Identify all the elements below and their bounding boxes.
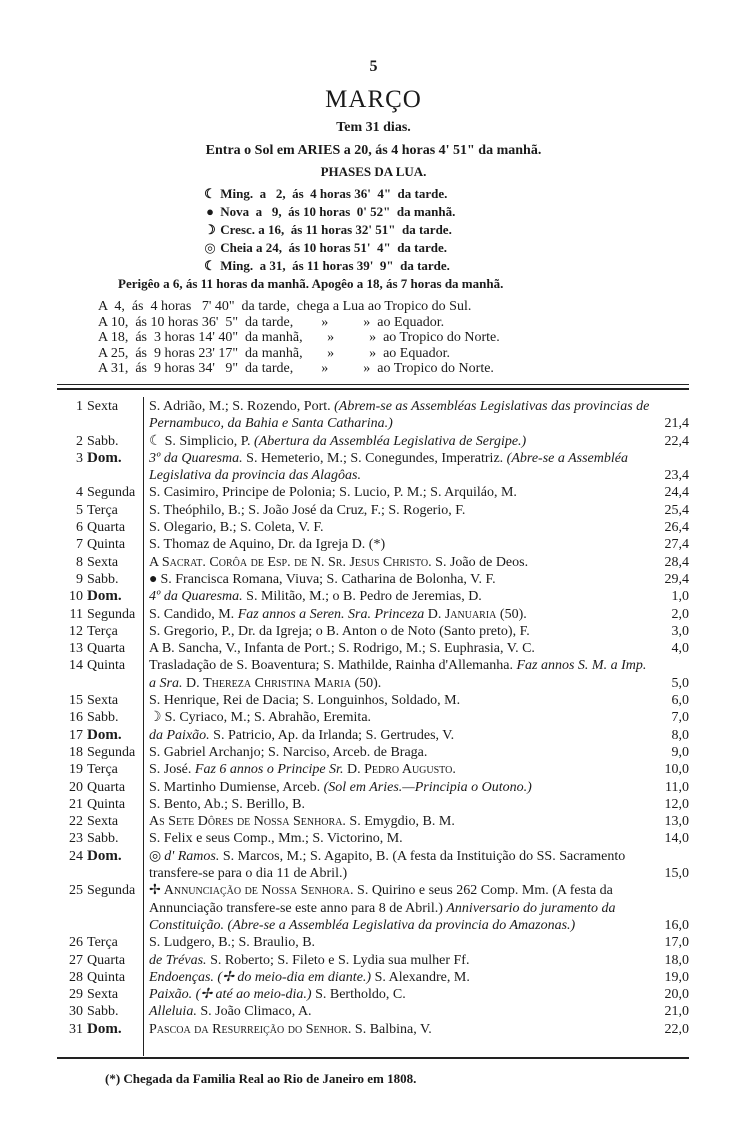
moon-phase-text: Cresc. a 16, ás 11 horas 32' 51" da tarde. [220,222,452,237]
moon-age-value: 4,0 [671,641,689,657]
day-cell [57,727,143,744]
day-number: 25 [69,883,83,899]
moon-age-value: 7,0 [671,710,689,726]
moon-age-value: 17,0 [664,935,689,951]
moon-phase-text: Ming. a 2, ás 4 horas 36' 4" da tarde. [220,186,448,201]
sun-entry: Entra o Sol em ARIES a 20, ás 4 horas 4' 51" da manhã. [205,143,542,158]
calendar-row [57,692,689,709]
weekday: Sexta [87,814,119,830]
moon-tropic-row: A 25, ás 9 horas 23' 17" da manhã, » » ao Equador. [98,345,450,361]
day-number: 12 [69,623,83,639]
calendar-row [57,986,689,1003]
saints-text [143,571,651,588]
calendar-row [57,588,689,605]
day-cell [57,813,143,830]
moon-phase-row [203,185,455,203]
weekday: Sexta [87,987,119,1003]
text-segment: S. Martinho Dumiense, Arceb. [149,779,324,795]
weekday: Dom. [87,588,122,605]
text-segment: A B. Sancha, V., Infanta de Port.; S. Rodrigo, M.; S. Euphrasia, V. C. [149,641,535,657]
moon-age-value: 19,0 [664,969,689,985]
day-number: 23 [69,831,83,847]
day-cell [57,692,143,709]
text-segment: (Abre-se a Assembléa Legislativa da provincia das Alagôas. [149,450,628,484]
moon-age-value: 18,0 [664,952,689,968]
text-segment: S. João Climaco, A. [196,1004,312,1020]
moon-phase-row [203,203,455,221]
day-cell [57,606,143,623]
calendar-row [57,1021,689,1038]
text-segment: S. Francisca Romana, Viuva; S. Catharina de Bolonha, V. F. [160,571,496,587]
moon-age-value: 23,4 [664,468,689,484]
perigee-apogee: Perigêo a 6, ás 11 horas da manhã. Apogêo a 18, ás 7 horas da manhã. [118,276,504,291]
moon-age-value: 11,0 [665,779,689,795]
moon-age-value: 8,0 [671,727,689,743]
text-segment: S. Cyriaco, M.; S. Abrahão, Eremita. [164,710,372,726]
saints-text [143,830,651,847]
weekday: Segunda [87,485,136,501]
new-moon-icon: ● [206,204,214,219]
day-cell [57,450,143,485]
weekday: Quarta [87,952,126,968]
moon-tropics-list [98,299,500,377]
calendar-row [57,571,689,588]
calendar-row [57,934,689,951]
table-bottom-rule [57,1057,689,1059]
day-number: 22 [69,814,83,830]
calendar-row [57,709,689,726]
moon-age-value: 14,0 [664,831,689,847]
day-cell [57,588,143,605]
text-segment: Januaria [444,606,497,622]
day-cell [57,536,143,553]
calendar-row [57,657,689,692]
text-segment: S. Gabriel Archanjo; S. Narciso, Arceb. de Braga. [149,744,428,760]
calendar-row [57,606,689,623]
full-moon-icon: ◎ [204,240,216,255]
full-moon-icon: ◎ [149,848,162,864]
day-cell [57,779,143,796]
footnote: (*) Chegada da Familia Real ao Rio de Janeiro em 1808. [105,1071,417,1086]
moon-age-value: 5,0 [671,675,689,691]
day-cell [57,398,143,433]
day-cell [57,554,143,571]
saints-text [143,709,651,726]
day-cell [57,484,143,501]
saints-text [143,450,651,485]
moon-phase-text: Ming. a 31, ás 11 horas 39' 9" da tarde. [220,258,450,273]
calendar-row [57,536,689,553]
text-segment: S. Marcos, M.; S. Agapito, B. (A festa da Instituição do SS. Sacramento transfere-se para o dia 11 de Abril.) [149,848,626,882]
moon-tropic-row: A 4, ás 4 horas 7' 40" da tarde, chega a Lua ao Tropico do Sul. [98,299,472,314]
page-number: 5 [369,58,378,75]
saints-text [143,796,651,813]
day-cell [57,882,143,934]
moon-tropic-row: A 18, ás 3 horas 14' 40" da manhã, » » ao Tropico do Norte. [98,330,500,345]
saints-text [143,623,651,640]
moon-age-value: 24,4 [664,485,689,501]
text-segment: Annunciação de Nossa Senhora. [163,883,354,899]
cross-icon: ✢ [149,883,161,899]
first-quarter-moon-icon: ☽ [204,222,216,237]
saints-text [143,813,651,830]
text-segment: Paixão. (✢ até ao meio-dia.) [149,987,312,1003]
phases-title: PHASES DA LUA. [320,164,427,179]
text-segment: Pascoa da Resurreição do Senhor. [149,1021,352,1037]
text-segment: D. [424,606,445,622]
text-segment: S. Balbina, V. [351,1021,432,1037]
text-segment: 4º da Quaresma. [149,589,243,605]
day-number: 7 [76,537,83,553]
day-number: 30 [69,1004,83,1020]
moon-age-value: 22,4 [664,433,689,449]
calendar-row [57,882,689,934]
text-segment: 3º da Quaresma. [149,450,243,466]
weekday: Dom. [87,726,122,743]
saints-text [143,484,651,501]
day-number: 31 [69,1021,83,1037]
weekday: Segunda [87,744,136,760]
moon-phase-row [203,257,455,275]
month-title: MARÇO [325,86,422,113]
calendar-row [57,952,689,969]
saints-text [143,692,651,709]
text-segment: S. Quirino e seus 262 Comp. Mm. (A festa da Annunciação transfere-se este anno para 8 de Abril.) [149,883,613,916]
calendar-row [57,640,689,657]
text-segment: S. Bertholdo, C. [311,987,406,1003]
text-segment: S. Patricio, Ap. da Irlanda; S. Gertrudes, V. [209,727,455,743]
weekday: Quinta [87,796,126,812]
saints-text [143,398,651,433]
table-top-rule-thick [57,388,689,390]
calendar-row [57,433,689,450]
moon-age-value: 27,4 [664,537,689,553]
day-cell [57,709,143,726]
moon-age-value: 21,0 [664,1004,689,1020]
text-segment: Anniversario do juramento da Constituição. (Abre-se a Assembléa Legislativa da provincia do Amazonas.) [149,900,616,933]
days-count: Tem 31 dias. [336,120,411,135]
text-segment: S. Casimiro, Principe de Polonia; S. Lucio, P. M.; S. Arquiláo, M. [149,485,517,501]
moon-phase-text: Nova a 9, ás 10 horas 0' 52" da manhã. [220,204,456,219]
text-segment: d' Ramos. [164,848,220,864]
moon-age-value: 6,0 [671,693,689,709]
day-number: 11 [69,606,83,622]
text-segment: Faz annos a Seren. Sra. Princeza [237,606,425,622]
text-segment: S. Thomaz de Aquino, Dr. da Igreja D. (*) [149,537,386,553]
day-number: 28 [69,969,83,985]
moon-age-value: 26,4 [664,520,689,536]
day-number: 10 [69,589,83,605]
moon-age-value: 10,0 [664,762,689,778]
new-moon-icon: ● [149,571,158,587]
moon-tropic-row: A 31, ás 9 horas 34' 9" da tarde, » » ao Tropico do Norte. [98,361,494,376]
weekday: Quarta [87,779,126,795]
weekday: Terça [87,502,118,518]
moon-phase-row [203,221,455,239]
text-segment: Trasladação de S. Boaventura; S. Mathilde, Rainha d'Allemanha. [149,658,517,674]
weekday: Sabb. [87,710,119,726]
moon-age-value: 28,4 [664,554,689,570]
calendar-row [57,398,689,433]
first-quarter-moon-icon: ☽ [149,710,162,726]
text-segment: (Sol em Aries.—Principia o Outono.) [323,779,532,795]
text-segment: S. Gregorio, P., Dr. da Igreja; o B. Anton o de Noto (Santo preto), F. [149,623,530,639]
weekday: Terça [87,935,118,951]
text-segment: S. Adrião, M.; S. Rozendo, Port. [149,399,335,414]
weekday: Dom. [87,449,122,466]
saints-text [143,952,651,969]
text-segment: S. Emygdio, B. M. [345,814,455,830]
weekday: Dom. [87,847,122,864]
moon-age-value: 16,0 [664,917,689,933]
weekday: Terça [87,623,118,639]
weekday: Sexta [87,693,119,709]
text-segment: S. Olegario, B.; S. Coleta, V. F. [149,520,324,536]
text-segment: S. Bento, Ab.; S. Berillo, B. [149,796,305,812]
day-cell [57,796,143,813]
day-number: 13 [69,641,83,657]
saints-text [143,1021,651,1038]
day-number: 2 [76,433,83,449]
calendar-row [57,813,689,830]
day-number: 17 [69,727,83,743]
day-cell [57,433,143,450]
day-number: 18 [69,744,83,760]
moon-age-value: 21,4 [664,416,689,432]
moon-phase-row [203,239,455,257]
text-segment: S. Alexandre, M. [371,969,470,985]
weekday: Sabb. [87,831,119,847]
weekday: Sexta [87,554,119,570]
moon-age-value: 20,0 [664,987,689,1003]
saints-text [143,502,651,519]
moon-age-value: 15,0 [664,866,689,882]
weekday: Terça [87,762,118,778]
calendar-row [57,848,689,883]
text-segment: (Abrem-se as Assembléas Legislativas das provincias de Pernambuco, da Bahia e Santa Catharina.) [149,399,650,432]
day-number: 21 [69,796,83,812]
moon-age-value: 2,0 [671,606,689,622]
text-segment: A Sacrat. Corôa de Esp. de N. Sr. Jesus Christo. [149,554,432,570]
text-segment: Thereza Christina Maria [203,675,351,691]
text-segment: Pedro Augusto. [364,762,456,778]
text-segment: S. Candido, M. [149,606,238,622]
text-segment: S. José. [149,762,195,778]
moon-phase-text: Cheia a 24, ás 10 horas 51' 4" da tarde. [220,240,448,255]
weekday: Quinta [87,658,126,674]
saints-text [143,519,651,536]
day-number: 20 [69,779,83,795]
moon-tropic-row: A 10, ás 10 horas 36' 5" da tarde, » » ao Equador. [98,314,445,330]
moon-age-value: 29,4 [664,571,689,587]
day-cell [57,640,143,657]
weekday: Dom. [87,1020,122,1037]
text-segment: de Trévas. [149,952,207,968]
calendar-row [57,484,689,501]
saints-text [143,433,651,450]
day-number: 4 [76,485,83,501]
moon-age-value: 3,0 [671,623,689,639]
saints-text [143,554,651,571]
saints-text [143,986,651,1003]
text-segment: (50). [496,606,527,622]
moon-age-value: 9,0 [671,744,689,760]
day-cell [57,502,143,519]
day-cell [57,623,143,640]
weekday: Sabb. [87,433,119,449]
day-number: 1 [76,399,83,414]
day-number: 15 [69,693,83,709]
saints-text [143,606,651,623]
day-number: 8 [76,554,83,570]
calendar-row [57,727,689,744]
day-cell [57,934,143,951]
day-number: 24 [69,848,83,864]
text-segment: S. Felix e seus Comp., Mm.; S. Victorino, M. [149,831,403,847]
text-segment: da Paixão. [149,727,210,743]
weekday: Quarta [87,520,126,536]
weekday: Sabb. [87,571,119,587]
day-number: 27 [69,952,83,968]
day-cell [57,848,143,883]
text-segment: S. Henrique, Rei de Dacia; S. Longuinhos, Soldado, M. [149,693,461,709]
weekday: Quinta [87,969,126,985]
saints-text [143,744,651,761]
table-top-rule [57,384,689,385]
day-number: 16 [69,710,83,726]
saints-text [143,1003,651,1020]
day-number: 19 [69,762,83,778]
text-segment: S. Hemeterio, M.; S. Conegundes, Imperatriz. [242,450,507,466]
saints-text [143,761,651,778]
text-segment: Alleluia. [149,1004,197,1020]
calendar-row [57,554,689,571]
day-cell [57,969,143,986]
text-segment: S. Ludgero, B.; S. Braulio, B. [149,935,316,951]
calendar-table [57,398,689,1038]
day-cell [57,761,143,778]
calendar-row [57,502,689,519]
moon-age-value: 25,4 [664,502,689,518]
weekday: Quarta [87,641,126,657]
text-segment: (Abertura da Assembléa Legislativa de Sergipe.) [254,433,527,449]
text-segment: Faz annos S. M. a Imp. a Sra. [149,658,647,691]
saints-text [143,588,651,605]
day-number: 29 [69,987,83,1003]
day-number: 3 [76,450,83,466]
last-quarter-moon-icon: ☾ [204,186,216,201]
day-number: 26 [69,935,83,951]
text-segment: Faz 6 annos o Principe Sr. [194,762,344,778]
last-quarter-moon-icon: ☾ [204,258,216,273]
text-segment: (50). [350,675,382,691]
calendar-row [57,761,689,778]
weekday: Quinta [87,537,126,553]
day-cell [57,952,143,969]
saints-text [143,640,651,657]
calendar-row [57,830,689,847]
weekday: Sexta [87,399,119,414]
text-segment: S. Simplicio, P. [164,433,255,449]
saints-text [143,969,651,986]
saints-text [143,657,651,692]
calendar-row [57,623,689,640]
weekday: Segunda [87,883,136,899]
weekday: Segunda [87,606,136,622]
calendar-row [57,519,689,536]
text-segment: D. [182,675,204,691]
last-quarter-moon-icon: ☾ [149,433,162,449]
calendar-row [57,779,689,796]
day-number: 5 [76,502,83,518]
moon-age-value: 1,0 [671,589,689,605]
day-cell [57,571,143,588]
text-segment: Endoenças. (✢ do meio-dia em diante.) [149,969,372,985]
day-cell [57,830,143,847]
saints-text [143,882,651,934]
weekday: Sabb. [87,1004,119,1020]
day-number: 14 [69,658,83,674]
day-number: 6 [76,520,83,536]
day-cell [57,986,143,1003]
moon-age-value: 13,0 [664,814,689,830]
text-segment: As Sete Dôres de Nossa Senhora. [149,814,346,830]
moon-age-value: 22,0 [664,1021,689,1037]
day-cell [57,1003,143,1020]
saints-text [143,727,651,744]
moon-phases-list [203,185,455,275]
day-cell [57,1021,143,1038]
saints-text [143,934,651,951]
day-cell [57,519,143,536]
text-segment: S. Roberto; S. Fileto e S. Lydia sua mulher Ff. [206,952,470,968]
text-segment: S. João de Deos. [431,554,529,570]
calendar-row [57,969,689,986]
text-segment: S. Theóphilo, B.; S. João José da Cruz, F.; S. Rogerio, F. [149,502,466,518]
day-cell [57,657,143,692]
text-segment: S. Militão, M.; o B. Pedro de Jeremias, D. [242,589,482,605]
saints-text [143,848,651,883]
moon-age-value: 12,0 [664,796,689,812]
calendar-row [57,450,689,485]
saints-text [143,779,651,796]
saints-text [143,536,651,553]
calendar-row [57,744,689,761]
text-segment: D. [343,762,365,778]
calendar-row [57,1003,689,1020]
day-number: 9 [76,571,83,587]
calendar-row [57,796,689,813]
day-cell [57,744,143,761]
